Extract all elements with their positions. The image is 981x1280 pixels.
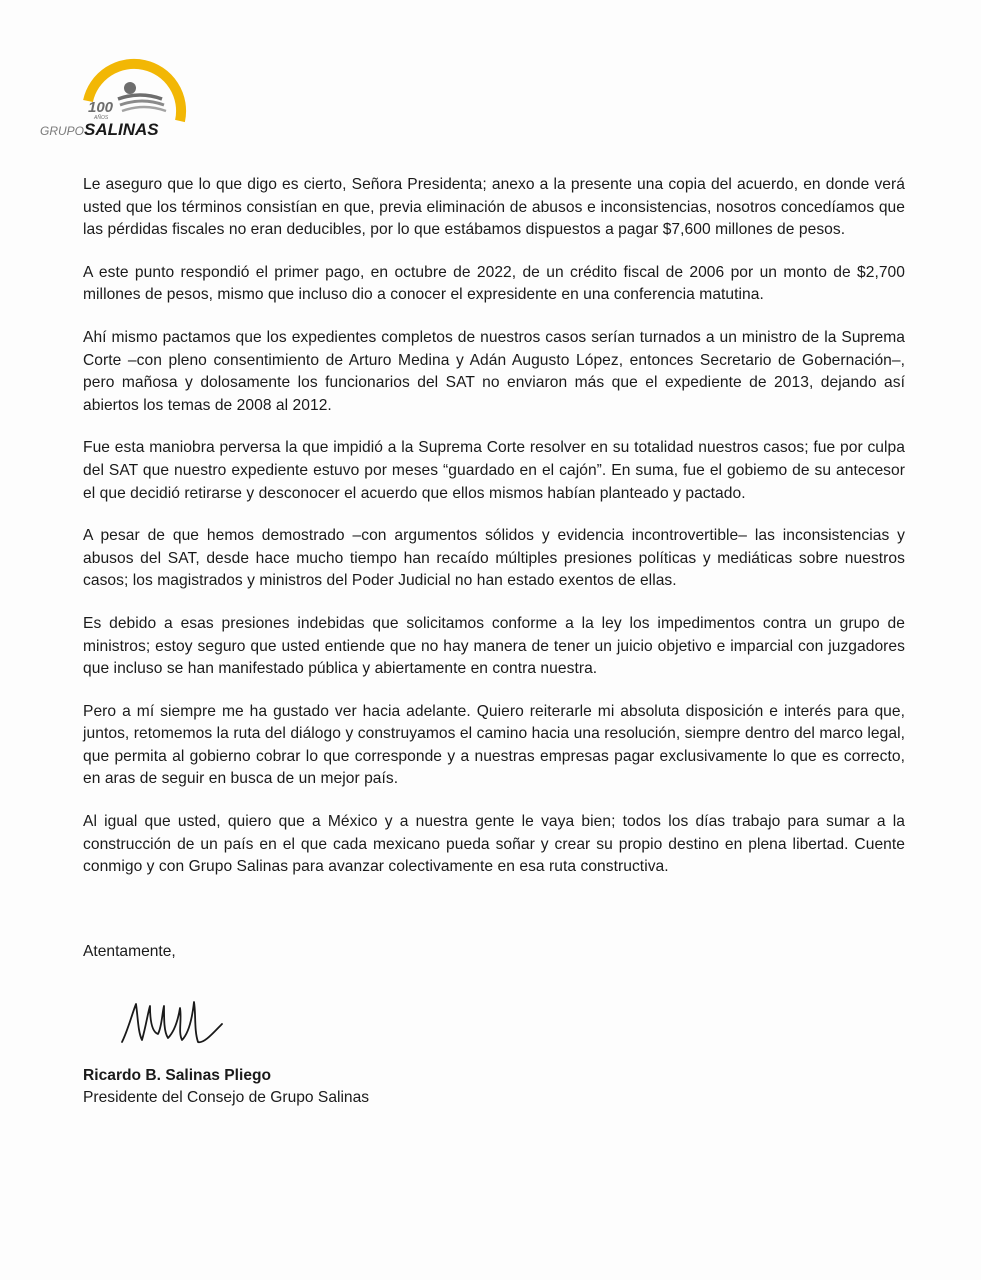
signer-block [83, 1065, 369, 1109]
logo-brand-prefix: GRUPO [40, 124, 85, 138]
logo-anniversary: 100 [88, 99, 114, 116]
paragraph: Ahí mismo pactamos que los expedientes completos de nuestros casos serían turnados a un ministro de la Suprema Corte –con pleno consentimiento de Arturo Medina y Adán Augusto López, entonces Secretario de Gobernación–, pero mañosa y dolosamente los funcionarios del SAT no enviaron más que el expediente de 2013, dejando así abiertos los temas de 2008 al 2012. [83, 328, 905, 414]
paragraph: A pesar de que hemos demostrado –con argumentos sólidos y evidencia incontrovertible– las inconsistencias y abusos del SAT, desde hace mucho tiempo han recaído múltiples presiones políticas y mediáticas sobre nuestros casos; los magistrados y ministros del Poder Judicial no han estado exentos de ellas. [83, 527, 905, 590]
logo-swoosh-1 [118, 95, 162, 99]
logo-dot [124, 82, 136, 94]
logo-swoosh-3 [122, 107, 166, 111]
paragraph: Es debido a esas presiones indebidas que solicitamos conforme a la ley los impedimentos contra un grupo de ministros; estoy seguro que usted entiende que no hay manera de tener un juicio objetivo e imparcial con juzgadores que incluso se han manifestado pública y abiertamente en contra nuestra. [83, 614, 905, 678]
paragraph: Fue esta maniobra perversa la que impidió a la Suprema Corte resolver en su totalidad nuestros casos; fue por culpa del SAT que nuestro expediente estuvo por meses “guardado en el cajón”. En suma, fue el gobiemo de su antecesor el que decidió retirarse y desconocer el acuerdo que ellos mismos habían planteado y pactado. [83, 439, 905, 502]
letter-body [83, 174, 905, 879]
paragraph: Pero a mí siempre me ha gustado ver hacia adelante. Quiero reiterarle mi absoluta disposición e interés para que, juntos, retomemos la ruta del diálogo y construyamos el camino hacia una resolución, siempre dentro del marco legal, que permita al gobierno cobrar lo que corresponde y a nuestras empresas pagar exclusivamente lo que es correcto, en aras de seguir en busca de un mejor país. [83, 702, 905, 788]
paragraph: A este punto respondió el primer pago, en octubre de 2022, de un crédito fiscal de 2006 por un monto de $2,700 millones de pesos, mismo que incluso dio a conocer el expresidente en una conferencia matutina. [83, 263, 905, 304]
closing: Atentamente, [83, 943, 176, 960]
logo-anniversary-word: AÑOS [94, 115, 109, 121]
signer-title: Presidente del Consejo de Grupo Salinas [83, 1089, 370, 1106]
paragraph: Le aseguro que lo que digo es cierto, Señora Presidenta; anexo a la presente una copia del acuerdo, en donde verá usted que los términos consistían en que, previa eliminación de abusos e inconsistencias, nosotros concedíamos que las pérdidas fiscales no eran deducibles, por lo que estábamos dispuestos a pagar $7,600 millones de pesos. [83, 176, 905, 239]
signature [118, 992, 230, 1054]
signer-name: Ricardo B. Salinas Pliego [83, 1067, 272, 1084]
paragraph: Al igual que usted, quiero que a México y a nuestra gente le vaya bien; todos los días trabajo para sumar a la construcción de un país en el que cada mexicano pueda soñar y crear su propio destino en plena libertad. Cuente conmigo y con Grupo Salinas para avanzar colectivamente en esa ruta constructiva. [83, 813, 905, 876]
grupo-salinas-logo [40, 55, 190, 140]
logo-swoosh-2 [120, 101, 164, 105]
logo-brand-name: SALINAS [84, 120, 159, 139]
